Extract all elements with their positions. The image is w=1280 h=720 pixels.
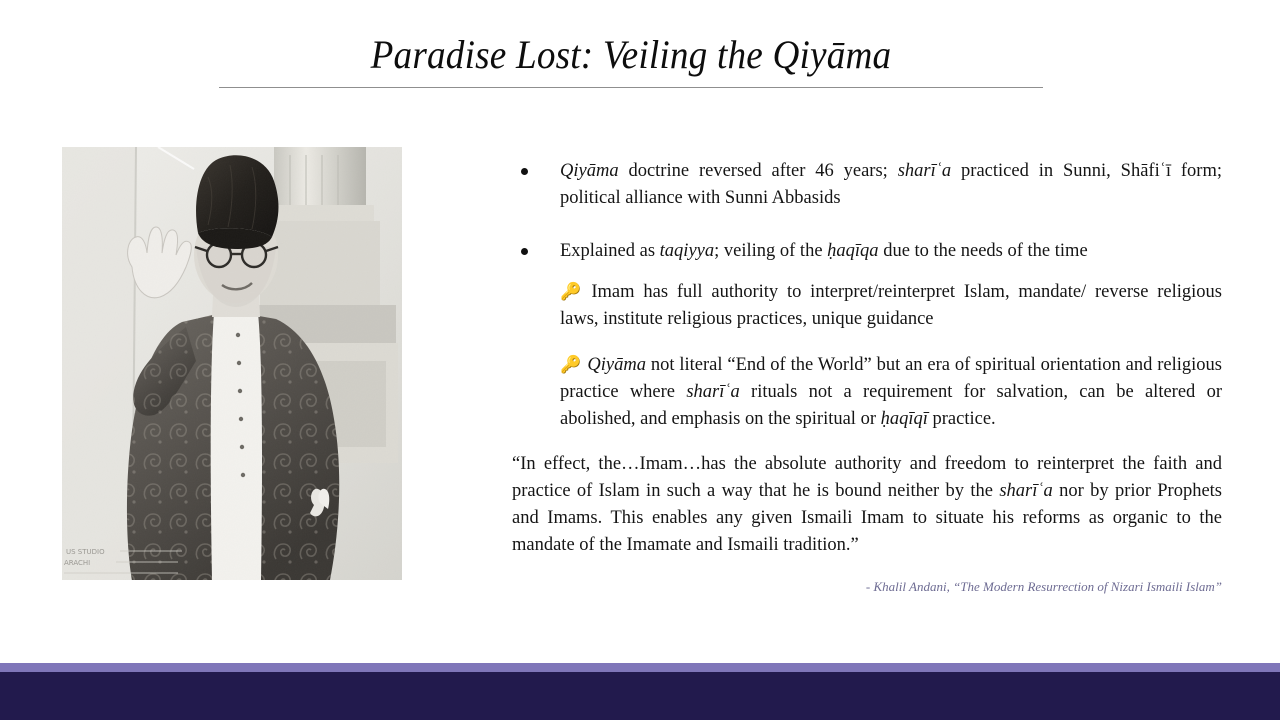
term-sharia: sharīʿa [999, 481, 1053, 501]
page-title: Paradise Lost: Veiling the Qiyāma [370, 32, 892, 77]
historical-photo [62, 147, 402, 580]
term-qiyama: Qiyāma [587, 354, 646, 375]
footer-bar [0, 672, 1280, 720]
photo-graphic [62, 147, 402, 580]
key-icon: 🔑 [560, 354, 582, 375]
term-haqiqi: ḥaqīqī [880, 408, 928, 429]
key-point-text-end: practice. [927, 408, 996, 429]
key-point-text: not literal “End of the World” but an era of spiritual orientation and religious practice where [560, 354, 1222, 402]
key-point-imam-authority [512, 279, 1222, 333]
footer-accent-bar [0, 663, 1280, 672]
term-taqiyya: taqiyya [659, 241, 715, 261]
term-qiyama: Qiyāma [560, 161, 619, 181]
key-point-text-cont: rituals not a requirement for salvation, can be altered or abolished, and emphasis on the spiritual or [560, 381, 1222, 429]
bullet-text-cont: ; veiling of the [714, 241, 828, 261]
slide-title-block [219, 30, 1043, 88]
bullet-text: doctrine reversed after 46 years; [618, 161, 898, 181]
term-sharia: sharīʿa [897, 161, 952, 181]
key-icon: 🔑 [560, 282, 586, 302]
quote-text-cont: nor by prior Prophets and Imams. This enables any given Ismaili Imam to situate his reforms as organic to the mandate of the Imamate and Ismaili tradition.” [512, 481, 1222, 555]
quote-text: “In effect, the…Imam…has the absolute authority and freedom to reinterpret the faith and practice of Islam in such a way that he is bound neither by the [512, 454, 1222, 501]
quote-attribution: - Khalil Andani, “The Modern Resurrection of Nizari Ismaili Islam” [865, 578, 1222, 594]
bullet-text-cont: practiced in Sunni, Shāfiʿī form; political alliance with Sunni Abbasids [560, 161, 1222, 208]
pull-quote [512, 451, 1222, 559]
bullet-text-end: due to the needs of the time [878, 241, 1088, 261]
list-item [512, 158, 1222, 212]
term-haqiqa: ḥaqīqa [827, 241, 879, 261]
list-item [512, 238, 1222, 265]
bullet-list [512, 158, 1222, 265]
term-sharia: sharīʿa [686, 381, 740, 402]
bullet-text: Explained as [560, 241, 660, 261]
title-divider [219, 87, 1043, 88]
key-point-text: Imam has full authority to interpret/reinterpret Islam, mandate/ reverse religious laws, institute religious practices, unique guidance [560, 282, 1222, 329]
content-column [512, 158, 1222, 596]
key-point-qiyama-era [512, 352, 1222, 433]
